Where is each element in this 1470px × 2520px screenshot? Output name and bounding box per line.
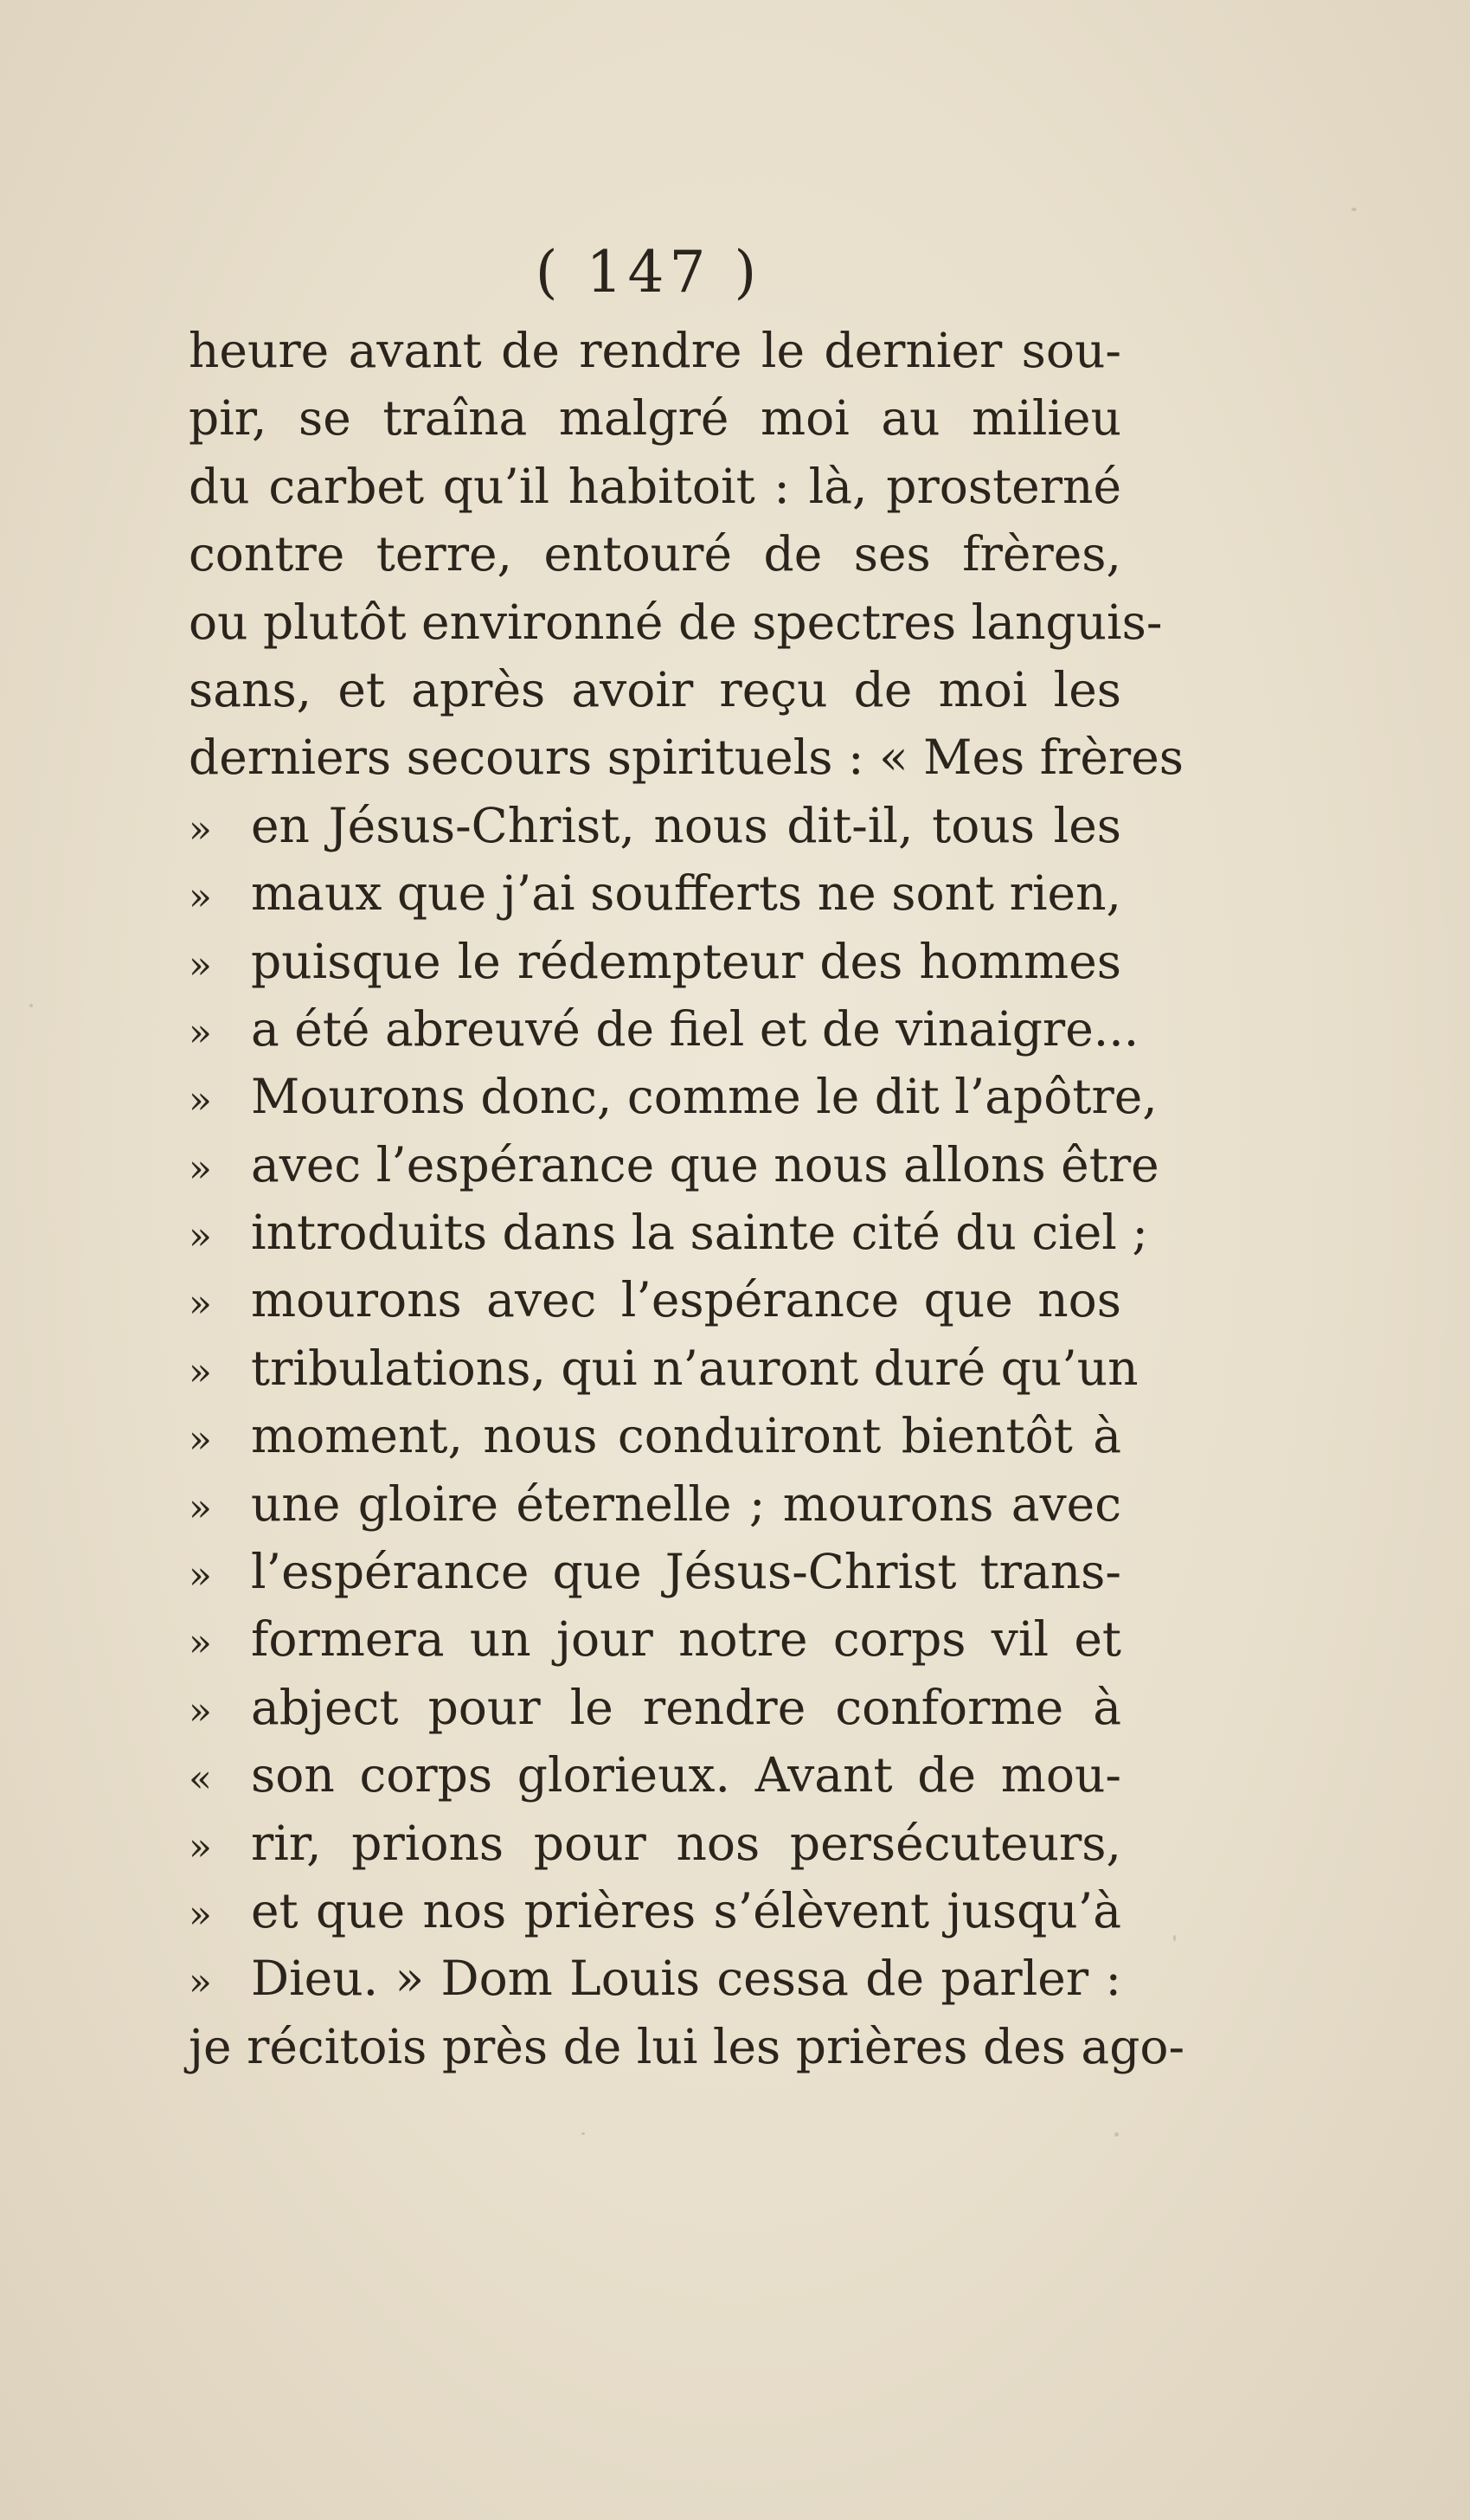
text-line: derniers secours spirituels : « Mes frères (189, 730, 1184, 786)
quoted-line: » puisque le rédempteur des hommes (189, 928, 1121, 995)
quoted-line: » en Jésus-Christ, nous dit-il, tous les (189, 792, 1121, 859)
quote-mark: » (189, 1146, 212, 1191)
quote-mark: » (189, 1960, 212, 2005)
quoted-line: » rir, prions pour nos persécuteurs, (189, 1810, 1121, 1877)
page-number: ( 147 ) (535, 239, 762, 305)
quote-mark: » (189, 1485, 212, 1530)
paper-speck (1173, 1935, 1176, 1941)
paper-speck (29, 1004, 33, 1007)
text-line: sans, et après avoir reçu de moi les (189, 661, 1121, 717)
paper-speck (581, 2132, 585, 2135)
quote-mark: » (189, 1418, 212, 1462)
quote-mark: » (189, 1010, 212, 1055)
quoted-line: » a été abreuvé de fiel et de vinaigre... (189, 995, 1121, 1063)
text-line: heure avant de rendre le dernier sou- (189, 323, 1121, 378)
quoted-line: » maux que j’ai soufferts ne sont rien, (189, 859, 1121, 927)
body-text (189, 317, 1185, 2080)
quote-mark: » (189, 942, 212, 987)
quote-mark: » (189, 1824, 212, 1869)
quoted-line: » une gloire éternelle ; mourons avec (189, 1470, 1121, 1538)
text-line: pir, se traîna malgré moi au milieu (189, 390, 1121, 447)
quoted-line: » moment, nous conduiront bientôt à (189, 1402, 1121, 1469)
quoted-line: » abject pour le rendre conforme à (189, 1674, 1121, 1741)
quoted-line: » Mourons donc, comme le dit l’apôtre, (189, 1063, 1121, 1130)
text-line: du carbet qu’il habitoit : là, prosterné (189, 458, 1121, 514)
quote-mark: » (189, 1349, 212, 1394)
paper-speck (1351, 208, 1357, 211)
quoted-line: » l’espérance que Jésus-Christ trans- (189, 1538, 1121, 1605)
text-line: je récitois près de lui les prières des ago- (189, 2018, 1185, 2074)
text-line: contre terre, entouré de ses frères, (189, 526, 1121, 582)
quote-mark: » (189, 1214, 212, 1259)
quote-mark: « (189, 1757, 212, 1802)
quote-mark: » (189, 1892, 212, 1937)
quoted-line: » et que nos prières s’élèvent jusqu’à (189, 1877, 1121, 1945)
quote-mark: » (189, 875, 212, 920)
quoted-line: » tribulations, qui n’auront duré qu’un (189, 1334, 1121, 1402)
quoted-line: » formera un jour notre corps vil et (189, 1605, 1121, 1673)
quote-mark: » (189, 807, 212, 852)
text-line: ou plutôt environné de spectres languis- (189, 594, 1163, 650)
paper-speck (1114, 2132, 1119, 2137)
quoted-line: » mourons avec l’espérance que nos (189, 1266, 1121, 1334)
quote-mark: » (189, 1553, 212, 1598)
quoted-line: » Dieu. » Dom Louis cessa de parler : (189, 1945, 1121, 2012)
quoted-line: » avec l’espérance que nous allons être (189, 1131, 1121, 1199)
quote-mark: » (189, 1621, 212, 1666)
quote-mark: » (189, 1282, 212, 1327)
quoted-line: « son corps glorieux. Avant de mou- (189, 1741, 1121, 1809)
quote-mark: » (189, 1688, 212, 1733)
quoted-line: » introduits dans la sainte cité du ciel ; (189, 1199, 1121, 1266)
quote-mark: » (189, 1078, 212, 1123)
